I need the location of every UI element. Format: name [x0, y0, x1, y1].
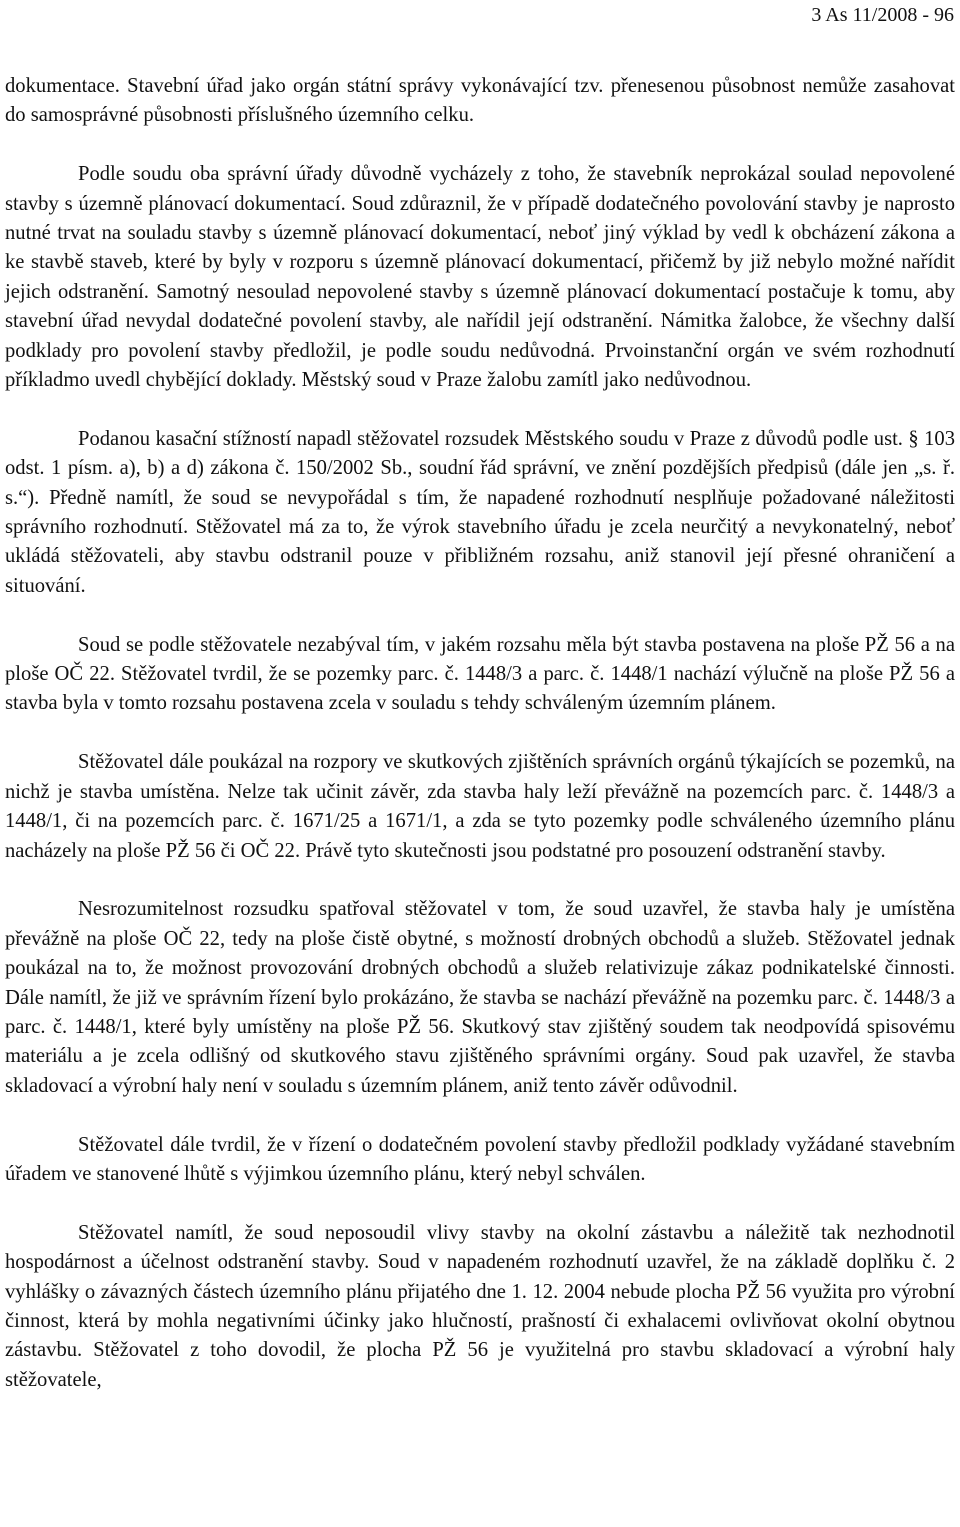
- document-body: [5, 72, 955, 1395]
- paragraph-5: Stěžovatel dále poukázal na rozpory ve skutkových zjištěních správních orgánů týkajících se pozemků, na nichž je stavba umístěna. Nelze tak učinit závěr, zda stavba haly leží převážně na pozemcích parc. č. 1448/3 a 1448/1, či na pozemcích parc. č. 1671/25 a 1671/1, a zda se tyto pozemky podle schváleného územního plánu nacházely na ploše PŽ 56 či OČ 22. Právě tyto skutečnosti jsou podstatné pro posouzení odstranění stavby.: [5, 751, 955, 862]
- paragraph-1: dokumentace. Stavební úřad jako orgán státní správy vykonávající tzv. přenesenou působnost nemůže zasahovat do samosprávné působnosti příslušného územního celku.: [5, 75, 955, 127]
- paragraph-8: Stěžovatel namítl, že soud neposoudil vlivy stavby na okolní zástavbu a náležitě tak nezhodnotil hospodárnost a účelnost odstranění stavby. Soud v napadeném rozhodnutí uzavřel, že na základě doplňku č. 2 vyhlášky o závazných částech územního plánu přijatého dne 1. 12. 2004 nebude plocha PŽ 56 využita pro výrobní činnost, která by mohla negativními účinky jako hlučností, prašností či exhalacemi ovlivňovat okolní obytnou zástavbu. Stěžovatel z toho dovodil, že plocha PŽ 56 je využitelná pro stavbu skladovací a výrobní haly stěžovatele,: [5, 1221, 955, 1391]
- paragraph-2: Podle soudu oba správní úřady důvodně vycházely z toho, že stavebník neprokázal soulad nepovolené stavby s územně plánovací dokumentací. Soud zdůraznil, že v případě dodatečného povolování stavby je naprosto nutné trvat na souladu stavby s územně plánovací dokumentací, neboť jiný výklad by vedl k obcházení zákona a ke stavbě staveb, které by byly v rozporu s územně plánovací dokumentací, přičemž by již nebylo možné nařídit jejich odstranění. Samotný nesoulad nepovolené stavby s územně plánovací dokumentací postačuje k tomu, aby stavební úřad nevydal dodatečné povolení stavby, ale nařídil její odstranění. Námitka žalobce, že všechny další podklady pro povolení stavby předložil, je podle soudu nedůvodná. Prvoinstanční orgán ve svém rozhodnutí příkladmo uvedl chybějící doklady. Městský soud v Praze žalobu zamítl jako nedůvodnou.: [5, 163, 955, 392]
- paragraph-3: Podanou kasační stížností napadl stěžovatel rozsudek Městského soudu v Praze z důvodů podle ust. § 103 odst. 1 písm. a), b) a d) zákona č. 150/2002 Sb., soudní řád správní, ve znění pozdějších předpisů (dále jen „s. ř. s.“). Předně namítl, že soud se nevypořádal s tím, že napadené rozhodnutí nesplňuje požadované náležitosti správního rozhodnutí. Stěžovatel má za to, že výrok stavebního úřadu je zcela neurčitý a nevykonatelný, neboť ukládá stěžovateli, aby stavbu odstranil pouze v přibližném rozsahu, aniž stanovil její přesné ohraničení a situování.: [5, 427, 955, 597]
- case-number-header: 3 As 11/2008 - 96: [811, 4, 954, 26]
- paragraph-6: Nesrozumitelnost rozsudku spatřoval stěžovatel v tom, že soud uzavřel, že stavba haly je umístěna převážně na ploše OČ 22, tedy na ploše čistě obytné, s možností drobných obchodů a služeb. Stěžovatel jednak poukázal na to, že možnost provozování drobných obchodů a služeb relativizuje zákaz podnikatelské činnosti. Dále namítl, že již ve správním řízení bylo prokázáno, že stavba se nachází převážně na pozemku parc. č. 1448/3 a parc. č. 1448/1, které byly umístěny na ploše PŽ 56. Skutkový stav zjištěný soudem tak neodpovídá spisovému materiálu a je zcela odlišný od skutkového stavu zjištěného správními orgány. Soud pak uzavřel, že stavba skladovací a výrobní haly není v souladu s územním plánem, aniž tento závěr odůvodnil.: [5, 898, 955, 1097]
- paragraph-7: Stěžovatel dále tvrdil, že v řízení o dodatečném povolení stavby předložil podklady vyžádané stavebním úřadem ve stanovené lhůtě s výjimkou územního plánu, který nebyl schválen.: [5, 1133, 955, 1185]
- paragraph-4: Soud se podle stěžovatele nezabýval tím, v jakém rozsahu měla být stavba postavena na ploše PŽ 56 a na ploše OČ 22. Stěžovatel tvrdil, že se pozemky parc. č. 1448/3 a parc. č. 1448/1 nachází výlučně na ploše PŽ 56 a stavba byla v tomto rozsahu postavena zcela v souladu s tehdy schváleným územním plánem.: [5, 633, 955, 715]
